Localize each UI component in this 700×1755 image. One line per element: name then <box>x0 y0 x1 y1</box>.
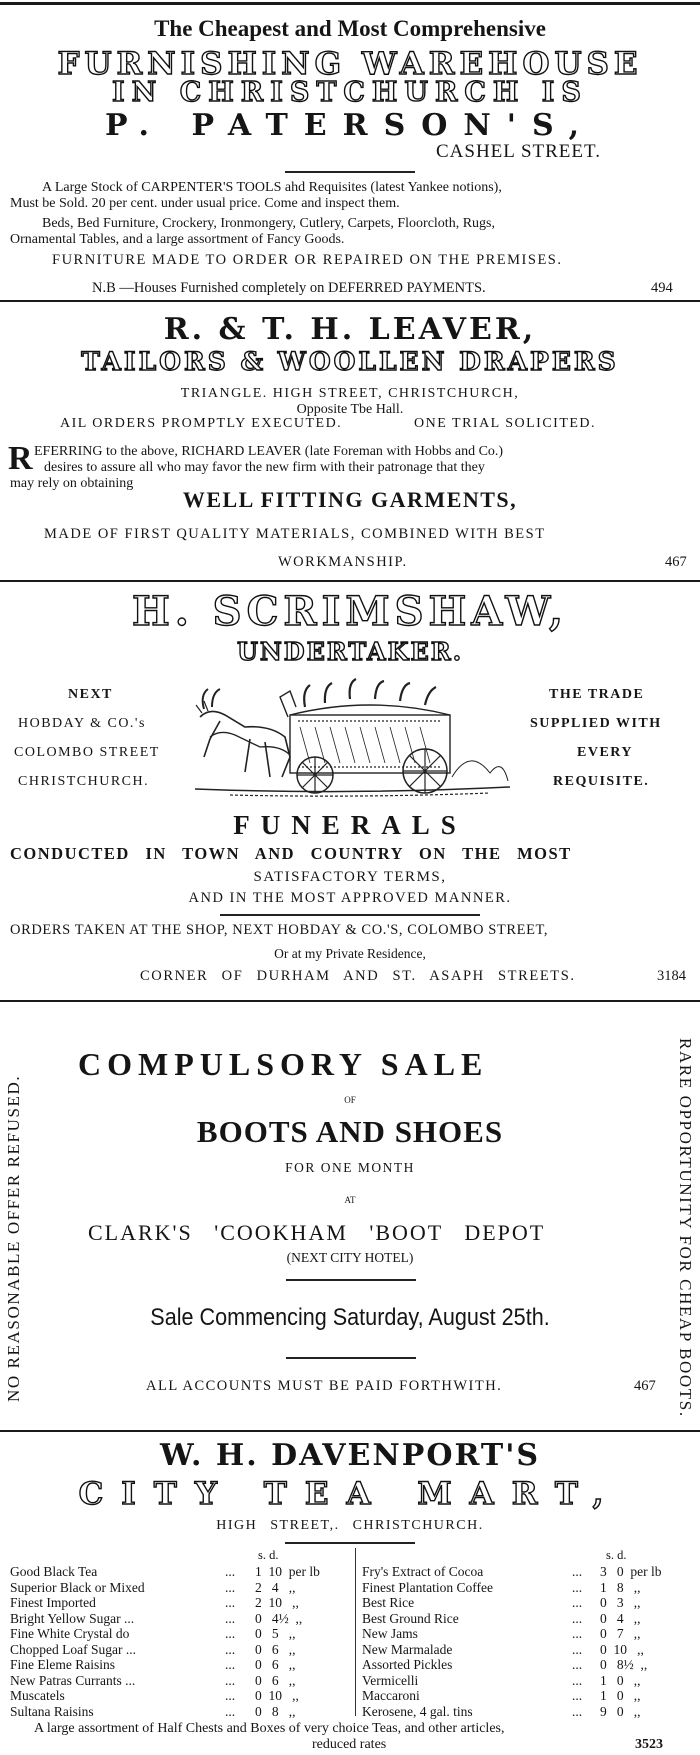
list-item: Assorted Pickles ... 0 8½ ,, <box>362 1657 648 1672</box>
scrimshaw-advert <box>0 582 700 998</box>
leaver-ref: 467 <box>665 554 687 570</box>
list-item: Best Rice ... 0 3 ,, <box>362 1595 641 1610</box>
scrimshaw-right2: SUPPLIED WITH <box>530 716 662 731</box>
leaver-address: TRIANGLE. HIGH STREET, CHRISTCHURCH, <box>180 386 520 401</box>
list-item: Chopped Loaf Sugar ... ... 0 6 ,, <box>10 1641 296 1657</box>
davenport-name: W. H. DAVENPORT'S <box>159 1438 541 1473</box>
list-item: Bright Yellow Sugar ... ... 0 4½ ,, <box>10 1610 303 1626</box>
leaver-opposite: Opposite Tbe Hall. <box>296 402 404 417</box>
scrimshaw-divider <box>220 914 480 916</box>
paterson-para1b: Must be Sold. 20 per cent. under usual price. Come and inspect them. <box>10 196 400 211</box>
clark-month: FOR ONE MONTH <box>285 1160 415 1175</box>
scrimshaw-conducted: CONDUCTED IN TOWN AND COUNTRY ON THE MOST <box>10 844 572 863</box>
list-item: Fine White Crystal do ... 0 5 ,, <box>10 1626 296 1641</box>
scrimshaw-shop: ORDERS TAKEN AT THE SHOP, NEXT HOBDAY & CO.'S, COLOMBO STREET, <box>10 922 549 938</box>
scrimshaw-left3: COLOMBO STREET <box>14 745 160 760</box>
leaver-trial: ONE TRIAL SOLICITED. <box>414 416 597 431</box>
paterson-line1: The Cheapest and Most Comprehensive <box>154 16 546 41</box>
scrimshaw-name: H. SCRIMSHAW, <box>132 588 568 635</box>
scrimshaw-left2: HOBDAY & CO.'s <box>18 716 146 731</box>
clark-depot: CLARK'S 'COOKHAM 'BOOT DEPOT <box>88 1220 546 1245</box>
paterson-line2: FURNISHING WAREHOUSE <box>57 46 643 82</box>
clark-side-right: RARE OPPORTUNITY FOR CHEAP BOOTS. <box>676 1038 695 1418</box>
davenport-mart: CITY TEA MART, <box>78 1476 622 1512</box>
scrimshaw-terms: SATISFACTORY TERMS, <box>253 869 447 885</box>
davenport-price-header-left: s. d. <box>258 1548 279 1562</box>
clark-advert <box>0 1002 700 1428</box>
scrimshaw-manner: AND IN THE MOST APPROVED MANNER. <box>188 890 512 906</box>
list-item: New Patras Currants ... ... 0 6 ,, <box>10 1672 296 1688</box>
list-item: New Marmalade ... 0 10 ,, <box>362 1641 644 1657</box>
paterson-ref: 494 <box>651 280 673 296</box>
leaver-garments: WELL FITTING GARMENTS, <box>182 487 518 512</box>
davenport-footer1: A large assortment of Half Chests and Boxes of very choice Teas, and other articles, <box>34 1721 505 1736</box>
scrimshaw-funerals: FUNERALS <box>233 810 467 840</box>
paterson-para1a: A Large Stock of CARPENTER'S TOOLS ahd Requisites (latest Yankee notions), <box>42 180 502 195</box>
clark-title: COMPULSORY SALE <box>78 1046 489 1082</box>
davenport-price-header-right: s. d. <box>606 1548 627 1562</box>
davenport-left-list <box>10 1564 350 1719</box>
clark-divider-2 <box>286 1357 416 1359</box>
scrimshaw-left1: NEXT <box>68 687 113 702</box>
clark-at: AT <box>344 1195 356 1205</box>
list-item: Sultana Raisins ... 0 8 ,, <box>10 1703 296 1719</box>
list-item: New Jams ... 0 7 ,, <box>362 1626 641 1641</box>
paterson-para2b: Ornamental Tables, and a large assortment of Fancy Goods. <box>10 232 345 247</box>
scrimshaw-right4: REQUISITE. <box>553 774 650 789</box>
scrimshaw-right1: THE TRADE <box>549 687 645 702</box>
paterson-advert <box>0 8 700 298</box>
list-item: Vermicelli ... 1 0 ,, <box>362 1672 641 1688</box>
leaver-trade: TAILORS & WOOLLEN DRAPERS <box>81 347 619 376</box>
clark-accounts: ALL ACCOUNTS MUST BE PAID FORTHWITH. <box>146 1378 503 1394</box>
clark-ref: 467 <box>634 1378 656 1394</box>
davenport-right-list <box>362 1564 696 1719</box>
davenport-ref: 3523 <box>635 1737 663 1752</box>
clark-sale: Sale Commencing Saturday, August 25th. <box>150 1304 550 1331</box>
leaver-para3: may rely on obtaining <box>10 476 134 491</box>
davenport-column-divider <box>355 1548 356 1716</box>
leaver-made1: MADE OF FIRST QUALITY MATERIALS, COMBINED WITH BEST <box>44 526 546 542</box>
clark-next: (NEXT CITY HOTEL) <box>286 1250 414 1265</box>
leaver-para1: EFERRING to the above, RICHARD LEAVER (late Foreman with Hobbs and Co.) <box>34 444 504 459</box>
leaver-made2: WORKMANSHIP. <box>278 554 408 570</box>
list-item: Finest Plantation Coffee ... 1 8 ,, <box>362 1579 641 1595</box>
paterson-nb: N.B —Houses Furnished completely on DEFERRED PAYMENTS. <box>92 280 486 296</box>
clark-divider-1 <box>286 1279 416 1281</box>
clark-side-left: NO REASONABLE OFFER REFUSED. <box>4 1074 23 1402</box>
top-rule <box>0 2 700 5</box>
clark-of: OF <box>344 1095 356 1105</box>
list-item: Maccaroni ... 1 0 ,, <box>362 1688 641 1703</box>
list-item: Good Black Tea ... 1 10 per lb <box>10 1564 320 1579</box>
hearse-illustration <box>190 677 515 799</box>
paterson-divider <box>285 171 415 173</box>
list-item: Fine Eleme Raisins ... 0 6 ,, <box>10 1657 296 1672</box>
paterson-name: P. PATERSON'S, <box>104 108 596 143</box>
leaver-para2: desires to assure all who may favor the new firm with their patronage that they <box>44 460 485 475</box>
clark-boots: BOOTS AND SHOES <box>196 1114 504 1149</box>
list-item: Fry's Extract of Cocoa ... 3 0 per lb <box>362 1564 662 1579</box>
list-item: Best Ground Rice ... 0 4 ,, <box>362 1610 641 1626</box>
list-item: Superior Black or Mixed ... 2 4 ,, <box>10 1579 296 1595</box>
leaver-name: R. & T. H. LEAVER, <box>163 312 537 347</box>
list-item: Muscatels ... 0 10 ,, <box>10 1688 299 1703</box>
list-item: Kerosene, 4 gal. tins ... 9 0 ,, <box>362 1703 641 1719</box>
davenport-advert <box>0 1432 700 1755</box>
leaver-dropcap: R <box>8 440 33 477</box>
leaver-orders: AIL ORDERS PROMPTLY EXECUTED. <box>60 416 343 431</box>
paterson-street: CASHEL STREET. <box>436 141 601 162</box>
scrimshaw-corner: CORNER OF DURHAM AND ST. ASAPH STREETS. <box>140 968 576 984</box>
paterson-para2a: Beds, Bed Furniture, Crockery, Ironmongery, Cutlery, Carpets, Floorcloth, Rugs, <box>42 216 495 231</box>
paterson-line3: IN CHRISTCHURCH IS <box>112 77 588 108</box>
scrimshaw-right3: EVERY <box>577 745 634 760</box>
scrimshaw-trade: UNDERTAKER. <box>236 637 464 666</box>
scrimshaw-ref: 3184 <box>657 968 686 984</box>
scrimshaw-left4: CHRISTCHURCH. <box>18 774 150 789</box>
davenport-address: HIGH STREET,. CHRISTCHURCH. <box>216 1518 484 1533</box>
davenport-footer2: reduced rates <box>312 1737 387 1752</box>
leaver-advert <box>0 302 700 580</box>
scrimshaw-private: Or at my Private Residence, <box>274 946 426 961</box>
davenport-divider <box>285 1542 415 1544</box>
list-item: Finest Imported ... 2 10 ,, <box>10 1595 299 1610</box>
paterson-para3: FURNITURE MADE TO ORDER OR REPAIRED ON THE PREMISES. <box>52 252 563 268</box>
